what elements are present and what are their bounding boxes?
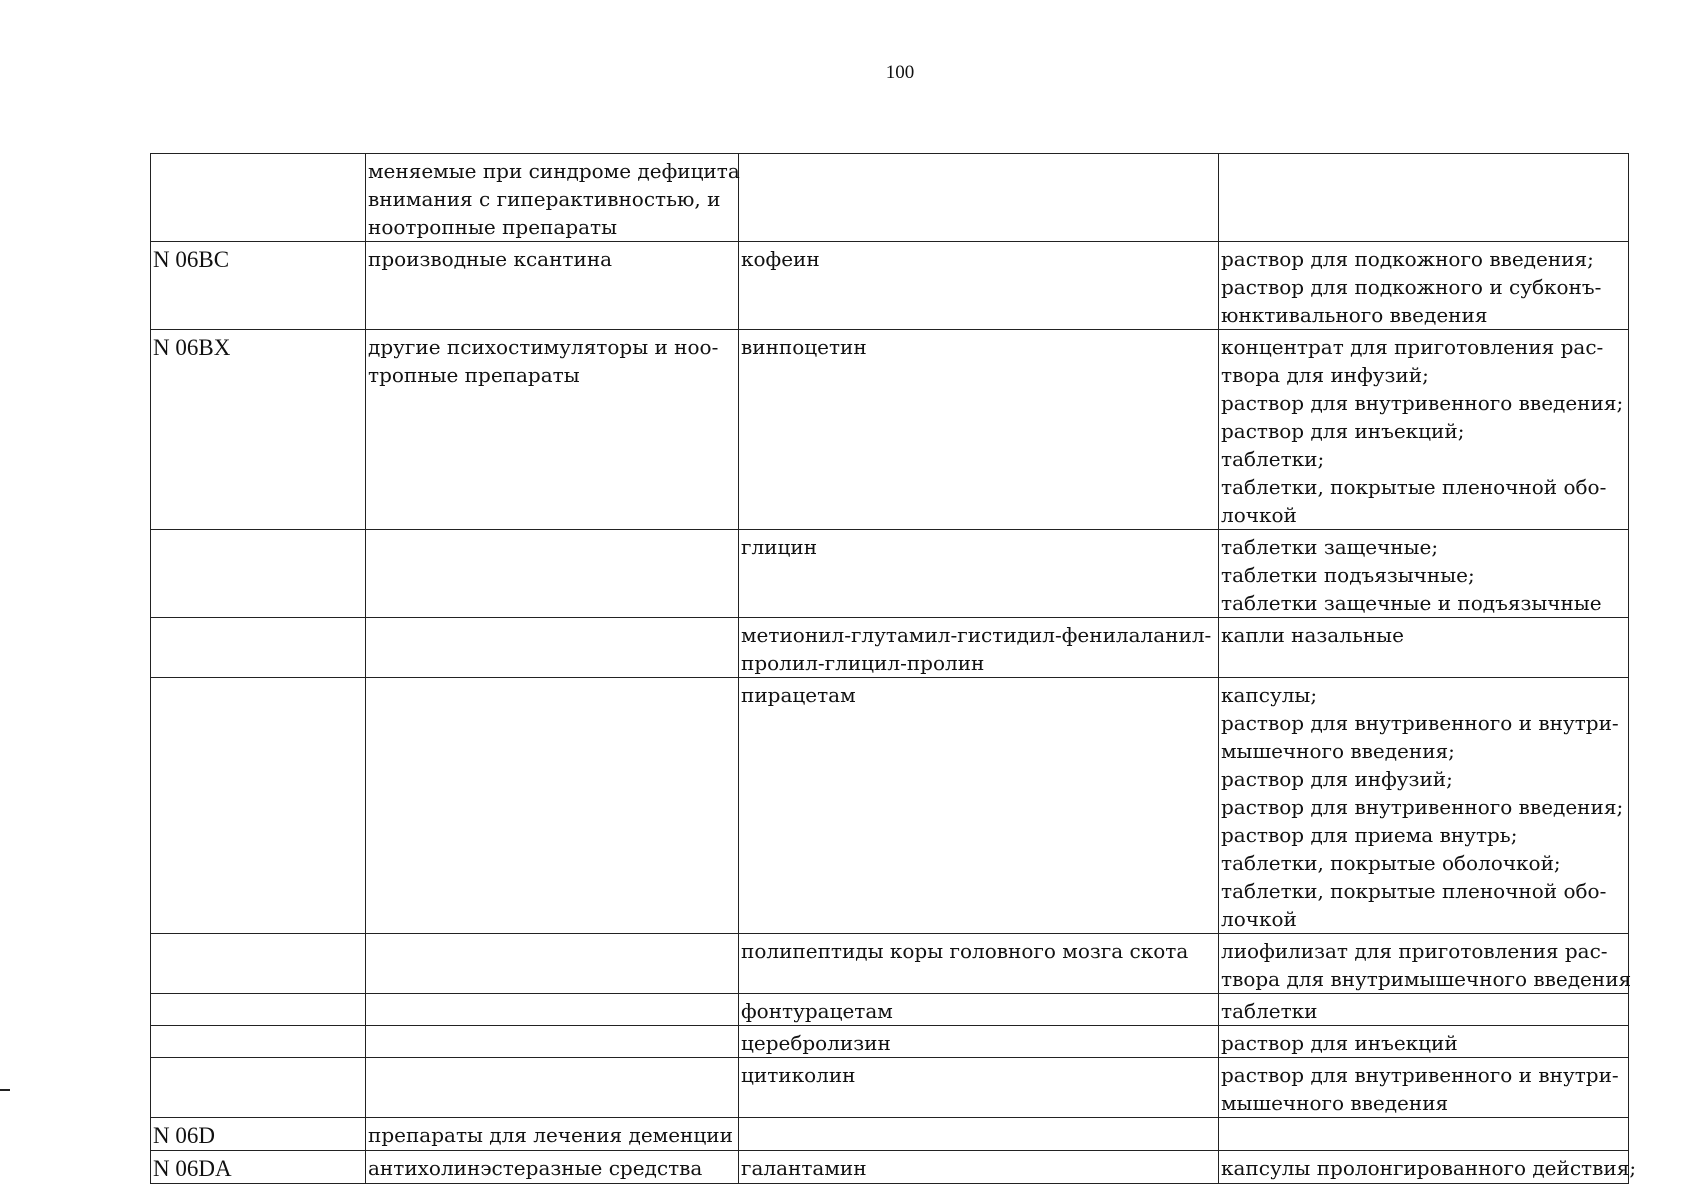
table-row bbox=[151, 1151, 1629, 1184]
drug-name-cell bbox=[739, 1151, 1219, 1184]
group-text-line: другие психостимуляторы и ноо- bbox=[368, 335, 719, 359]
atc-code-cell bbox=[151, 154, 366, 242]
anatomical-group-cell bbox=[366, 1026, 739, 1058]
drug-name-cell bbox=[739, 618, 1219, 678]
anatomical-group-cell bbox=[366, 618, 739, 678]
drug-name-cell bbox=[739, 1118, 1219, 1151]
anatomical-group-cell bbox=[366, 934, 739, 994]
dosage-form-line: лочкой bbox=[1221, 503, 1297, 527]
drug-text-line: галантамин bbox=[741, 1156, 867, 1180]
table-row bbox=[151, 330, 1629, 530]
table-row bbox=[151, 1118, 1629, 1151]
dosage-forms-cell bbox=[1219, 154, 1629, 242]
dosage-form-line: юнктивального введения bbox=[1221, 303, 1488, 327]
drug-text-line: кофеин bbox=[741, 247, 820, 271]
drug-text-line: церебролизин bbox=[741, 1031, 891, 1055]
page-number: 100 bbox=[885, 62, 915, 83]
dosage-form-line: раствор для инфузий; bbox=[1221, 767, 1453, 791]
dosage-form-line: таблетки bbox=[1221, 999, 1318, 1023]
dosage-form-line: твора для инфузий; bbox=[1221, 363, 1429, 387]
drug-name-cell bbox=[739, 678, 1219, 934]
dosage-form-line: раствор для внутривенного и внутри- bbox=[1221, 1063, 1619, 1087]
anatomical-group-cell bbox=[366, 154, 739, 242]
dosage-forms-cell bbox=[1219, 1151, 1637, 1184]
dosage-forms-cell bbox=[1219, 678, 1629, 934]
drug-name-cell bbox=[739, 242, 1219, 330]
group-text-line: препараты для лечения деменции bbox=[368, 1123, 733, 1147]
dosage-form-line: раствор для подкожного введения; bbox=[1221, 247, 1594, 271]
dosage-form-line: раствор для инъекций; bbox=[1221, 419, 1465, 443]
drug-name-cell bbox=[739, 934, 1219, 994]
dosage-form-line: раствор для подкожного и субконъ- bbox=[1221, 275, 1602, 299]
table-row bbox=[151, 678, 1629, 934]
dosage-forms-cell bbox=[1219, 994, 1629, 1026]
anatomical-group-cell bbox=[366, 330, 739, 530]
table-row bbox=[151, 994, 1629, 1026]
atc-code-cell: N 06BC bbox=[151, 242, 366, 330]
margin-mark bbox=[0, 1089, 10, 1091]
dosage-form-line: таблетки подъязычные; bbox=[1221, 563, 1475, 587]
drug-name-cell bbox=[739, 330, 1219, 530]
table-row bbox=[151, 242, 1629, 330]
drug-text-line: метионил-глутамил-гистидил-фенилаланил- bbox=[741, 623, 1212, 647]
dosage-form-line: таблетки, покрытые пленочной обо- bbox=[1221, 879, 1607, 903]
drug-name-cell bbox=[739, 994, 1219, 1026]
drug-text-line: полипептиды коры головного мозга скота bbox=[741, 939, 1189, 963]
group-text-line: производные ксантина bbox=[368, 247, 613, 271]
group-text-line: внимания с гиперактивностью, и bbox=[368, 187, 721, 211]
dosage-form-line: раствор для внутривенного введения; bbox=[1221, 795, 1624, 819]
drug-text-line: пирацетам bbox=[741, 683, 856, 707]
atc-code-cell bbox=[151, 934, 366, 994]
dosage-forms-cell bbox=[1219, 242, 1629, 330]
dosage-form-line: таблетки защечные и подъязычные bbox=[1221, 591, 1602, 615]
dosage-forms-cell bbox=[1219, 530, 1629, 618]
dosage-forms-cell bbox=[1219, 618, 1629, 678]
drug-name-cell bbox=[739, 154, 1219, 242]
dosage-form-line: мышечного введения bbox=[1221, 1091, 1449, 1115]
atc-code-cell bbox=[151, 994, 366, 1026]
atc-code-cell bbox=[151, 1058, 366, 1118]
drug-name-cell bbox=[739, 1026, 1219, 1058]
table-row bbox=[151, 934, 1629, 994]
drug-table bbox=[150, 153, 1637, 1184]
table-body bbox=[151, 154, 1637, 1184]
anatomical-group-cell bbox=[366, 1058, 739, 1118]
dosage-form-line: лиофилизат для приготовления рас- bbox=[1221, 939, 1608, 963]
group-text-line: ноотропные препараты bbox=[368, 215, 618, 239]
dosage-form-line: капсулы; bbox=[1221, 683, 1318, 707]
table-row bbox=[151, 154, 1629, 242]
dosage-form-line: раствор для приема внутрь; bbox=[1221, 823, 1518, 847]
dosage-form-line: таблетки защечные; bbox=[1221, 535, 1439, 559]
drug-text-line: винпоцетин bbox=[741, 335, 867, 359]
dosage-form-line: концентрат для приготовления рас- bbox=[1221, 335, 1604, 359]
dosage-form-line: твора для внутримышечного введения bbox=[1221, 967, 1632, 991]
atc-code-cell: N 06BX bbox=[151, 330, 366, 530]
atc-code-cell: N 06DA bbox=[151, 1151, 366, 1184]
dosage-form-line: раствор для внутривенного и внутри- bbox=[1221, 711, 1619, 735]
atc-code-cell bbox=[151, 530, 366, 618]
table-row bbox=[151, 1058, 1629, 1118]
atc-code-cell: N 06D bbox=[151, 1118, 366, 1151]
drug-name-cell bbox=[739, 1058, 1219, 1118]
dosage-form-line: таблетки, покрытые оболочкой; bbox=[1221, 851, 1561, 875]
drug-name-cell bbox=[739, 530, 1219, 618]
table-row bbox=[151, 618, 1629, 678]
dosage-form-line: таблетки; bbox=[1221, 447, 1325, 471]
dosage-form-line: раствор для внутривенного введения; bbox=[1221, 391, 1624, 415]
group-text-line: меняемые при синдроме дефицита bbox=[368, 159, 740, 183]
dosage-form-line: капли назальные bbox=[1221, 623, 1404, 647]
anatomical-group-cell bbox=[366, 994, 739, 1026]
dosage-form-line: лочкой bbox=[1221, 907, 1297, 931]
dosage-forms-cell bbox=[1219, 330, 1629, 530]
drug-text-line: пролил-глицил-пролин bbox=[741, 651, 985, 675]
drug-text-line: глицин bbox=[741, 535, 818, 559]
anatomical-group-cell bbox=[366, 242, 739, 330]
group-text-line: тропные препараты bbox=[368, 363, 580, 387]
dosage-form-line: мышечного введения; bbox=[1221, 739, 1455, 763]
dosage-form-line: раствор для инъекций bbox=[1221, 1031, 1458, 1055]
atc-code-cell bbox=[151, 618, 366, 678]
dosage-forms-cell bbox=[1219, 1058, 1629, 1118]
table-row bbox=[151, 1026, 1629, 1058]
dosage-form-line: таблетки, покрытые пленочной обо- bbox=[1221, 475, 1607, 499]
dosage-form-line: капсулы пролонгированного действия; bbox=[1221, 1156, 1637, 1180]
group-text-line: антихолинэстеразные средства bbox=[368, 1156, 703, 1180]
drug-text-line: цитиколин bbox=[741, 1063, 856, 1087]
dosage-forms-cell bbox=[1219, 1026, 1629, 1058]
dosage-forms-cell bbox=[1219, 1118, 1629, 1151]
table-row bbox=[151, 530, 1629, 618]
anatomical-group-cell bbox=[366, 1151, 739, 1184]
atc-code-cell bbox=[151, 678, 366, 934]
anatomical-group-cell bbox=[366, 1118, 739, 1151]
dosage-forms-cell bbox=[1219, 934, 1632, 994]
drug-text-line: фонтурацетам bbox=[741, 999, 893, 1023]
anatomical-group-cell bbox=[366, 530, 739, 618]
atc-code-cell bbox=[151, 1026, 366, 1058]
anatomical-group-cell bbox=[366, 678, 739, 934]
